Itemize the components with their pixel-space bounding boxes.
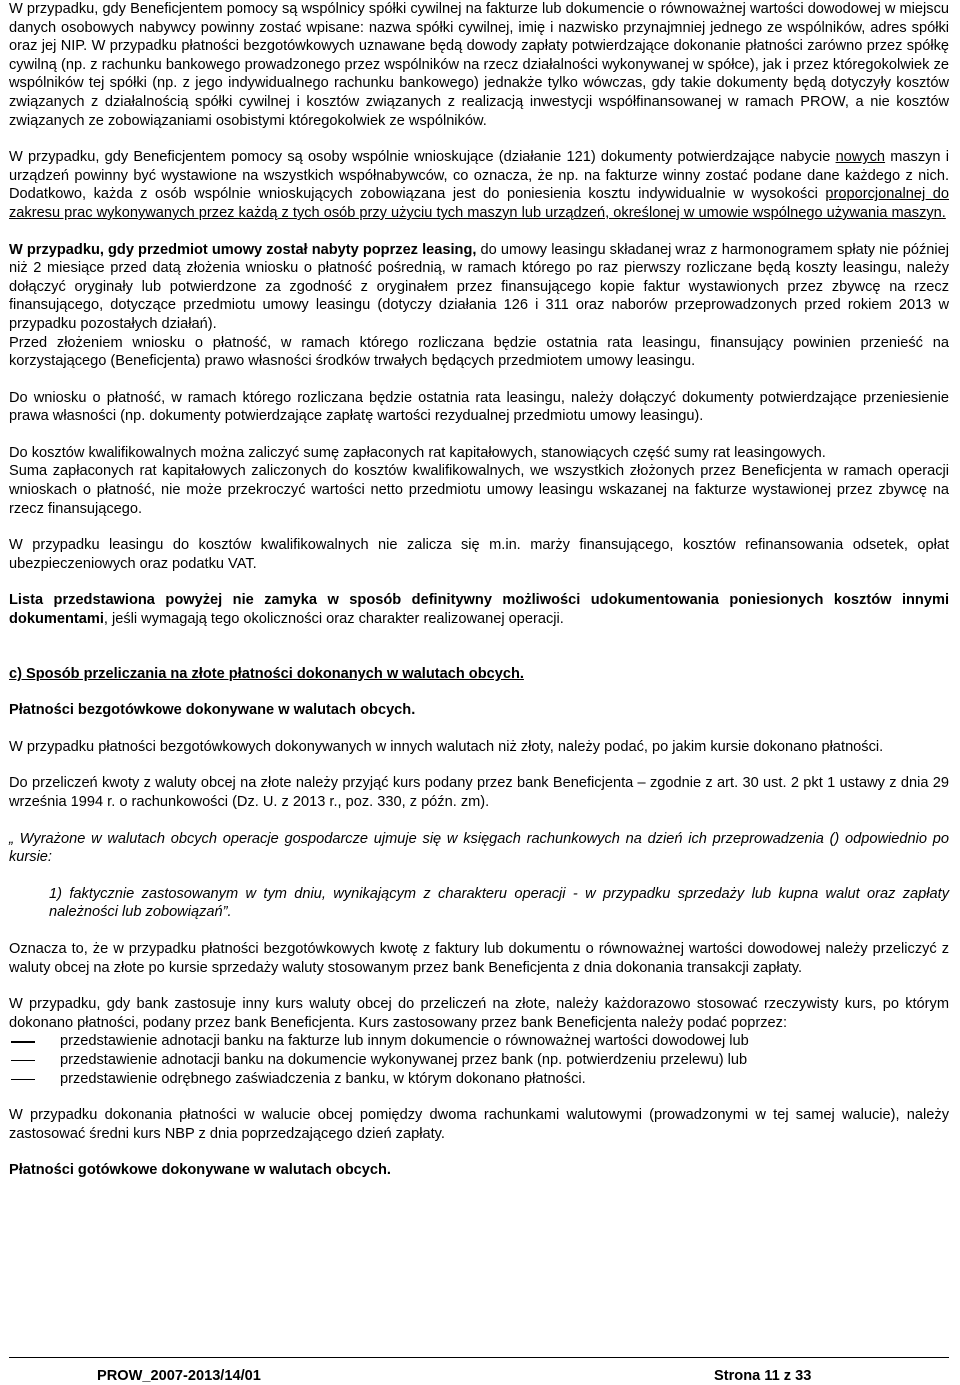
quote-ustawa: „ Wyrażone w walutach obcych operacje gospodarcze ujmuje się w księgach rachunkowych na dzień ich przeprowadzenia () odpowiednio po kursie: (9, 830, 949, 866)
paragraph-rachunki-walutowe: W przypadku dokonania płatności w walucie obcej pomiędzy dwoma rachunkami walutowymi (prowadzonymi w tej samej walucie), należy zastosować średni kurs NBP z dnia poprzedzającego dzień zapłaty. (9, 1107, 949, 1142)
paragraph-wspolnie-wnioskujacy: W przypadku, gdy Beneficjentem pomocy są osoby wspólnie wnioskujące (działanie 121) dokumenty potwierdzające nabycie nowych maszyn i urządzeń powinny być wystawione na wszystkich współnabywców, co oznacza, że np. na fakturze winny zostać podane dane każdego z nich. Dodatkowo, każda z osób wspólnie wnioskujących zobowiązana jest do poniesienia kosztu indywidualnie w wysokości proporcjonalnej do zakresu prac wykonywanych przez każdą z tych osób przy użyciu tych maszyn lub urządzeń, określonej w umowie wspólnego używania maszyn. (9, 149, 950, 221)
paragraph-lista-niezamknieta: Lista przedstawiona powyżej nie zamyka w sposób definitywny możliwości udokumentowania poniesionych kosztów innymi dokumentami, jeśli wymagają tego okoliczności oraz charakter realizowanej operacji. (9, 592, 949, 628)
list-item: przedstawienie adnotacji banku na fakturze lub innym dokumencie o równoważnej wartości dowodowej lub (9, 1032, 949, 1051)
subheading-gotowkowe: Płatności gotówkowe dokonywane w walutach obcych. (9, 1162, 391, 1179)
paragraph-kurs-sprzedazy: Oznacza to, że w przypadku płatności bezgotówkowych kwotę z faktury lub dokumentu o równoważnej wartości dowodowej należy przeliczyć z waluty obcej na złote po kursie sprzedaży waluty stosowanym przez bank Beneficjenta z dnia dokonania transakcji zapłaty. (9, 940, 949, 976)
paragraph-raty-kapitalowe: Do kosztów kwalifikowalnych można zaliczyć sumę zapłaconych rat kapitałowych, stanowiących część sumy rat leasingowych. (9, 444, 826, 461)
paragraph-inny-kurs: W przypadku, gdy bank zastosuje inny kurs waluty obcej do przeliczeń na złote, należy każdorazowo stosować rzeczywisty kurs, po którym dokonano płatności, podany przez bank Beneficjenta. Kurs zastosowany przez bank Beneficjenta należy podać poprzez: (9, 996, 949, 1031)
paragraph-przeniesienie-wlasnosci: Do wniosku o płatność, w ramach którego rozliczana będzie ostatnia rata leasingu, należy dołączyć dokumenty potwierdzające przeniesienie prawa własności (np. dokumenty potwierdzające zapłatę wartości rezydualnej przedmiotu umowy leasingu). (9, 389, 949, 425)
list-item: przedstawienie odrębnego zaświadczenia z banku, w którym dokonano płatności. (9, 1070, 949, 1089)
paragraph-spolka-cywilna: W przypadku, gdy Beneficjentem pomocy są wspólnicy spółki cywilnej na fakturze lub dokumencie o równoważnej wartości dowodowej w miejscu danych osobowych nabywcy powinny zostać wpisane: nazwa spółki cywilnej, imię i nazwisko przynajmniej jednego ze wspólników, adres spółki oraz jej NIP. W przypadku płatności bezgotówkowych uznawane będą dowody zapłaty potwierdzające dokonanie płatności zarówno przez spółkę cywilną (np. z rachunku bankowego prowadzonego przez wspólników na rzecz działalności wykonywanej w spółce), jak i przez któregokolwiek ze wspólników tej spółki (np. z jego indywidualnego rachunku bankowego) jednakże tylko wówczas, gdy takie dokumenty będą dotyczyły kosztów związanych z działalnością spółki cywilnej i kosztów związanych z realizacją inwestycji współfinansowanej w ramach PROW, a nie kosztów związanych ze zobowiązaniami osobistymi któregokolwiek ze wspólników. (9, 1, 949, 129)
paragraph-koszty-niekwalifikowalne: W przypadku leasingu do kosztów kwalifikowalnych nie zalicza się m.in. marży finansującego, kosztów refinansowania odsetek, opłat ubezpieczeniowych oraz podatku VAT. (9, 537, 949, 572)
subheading-bezgotowkowe: Płatności bezgotówkowe dokonywane w walutach obcych. (9, 702, 416, 719)
paragraph-leasing: W przypadku, gdy przedmiot umowy został nabyty poprzez leasing, do umowy leasingu składanej wraz z harmonogramem spłaty nie później niż 2 miesiące przed datą złożenia wniosku o płatność pośrednią, w ramach którego po raz pierwszy rozliczane będą koszty leasingu, należy dołączyć oryginały lub potwierdzone za zgodność z oryginałem przez finansującego kopie faktur wystawionych przez zbywcę na rzecz finansującego, dotyczące przedmiotu umowy leasingu (dotyczy działania 126 i 311 oraz naborów przeprowadzonych przed rokiem 2013 w przypadku pozostałych działań). (9, 241, 949, 332)
list-sposoby-podania-kursu (9, 1032, 949, 1088)
paragraph-przeliczenia: Do przeliczeń kwoty z waluty obcej na złote należy przyjąć kurs podany przez bank Beneficjenta – zgodnie z art. 30 ust. 2 pkt 1 ustawy z dnia 29 września 1994 r. o rachunkowości (Dz. U. z 2013 r., poz. 330, z późn. zm). (9, 775, 949, 810)
page-footer (9, 1357, 949, 1384)
list-item: przedstawienie adnotacji banku na dokumencie wykonywanej przez bank (np. potwierdzeniu przelewu) lub (9, 1051, 949, 1070)
document-page (9, 0, 949, 1180)
paragraph-leasing-ostatnia-rata: Przed złożeniem wniosku o płatność, w ramach którego rozliczana będzie ostatnia rata leasingu, finansujący powinien przenieść na korzystającego (Beneficjenta) prawo własności środków trwałych będących przedmiotem umowy leasingu. (9, 334, 949, 370)
page-number: Strona 11 z 33 (714, 1368, 812, 1384)
paragraph-kurs-platnosci: W przypadku płatności bezgotówkowych dokonywanych w innych walutach niż złoty, należy podać, po jakim kursie dokonano płatności. (9, 738, 884, 755)
paragraph-suma-rat: Suma zapłaconych rat kapitałowych zaliczonych do kosztów kwalifikowalnych, we wszystkich złożonych przez Beneficjenta w ramach operacji wnioskach o płatność, nie może przekroczyć wartości netto przedmiotu umowy leasingu wskazanej na fakturze wystawionej przez zbywcę na rzecz finansującego. (9, 463, 949, 517)
quote-ustawa-punkt-1: 1) faktycznie zastosowanym w tym dniu, wynikającym z charakteru operacji - w przypadku sprzedaży lub kupna walut oraz zapłaty należności lub zobowiązań”. (49, 885, 949, 921)
document-id: PROW_2007-2013/14/01 (97, 1368, 261, 1384)
section-heading-c: c) Sposób przeliczania na złote płatności dokonanych w walutach obcych. (9, 665, 524, 682)
